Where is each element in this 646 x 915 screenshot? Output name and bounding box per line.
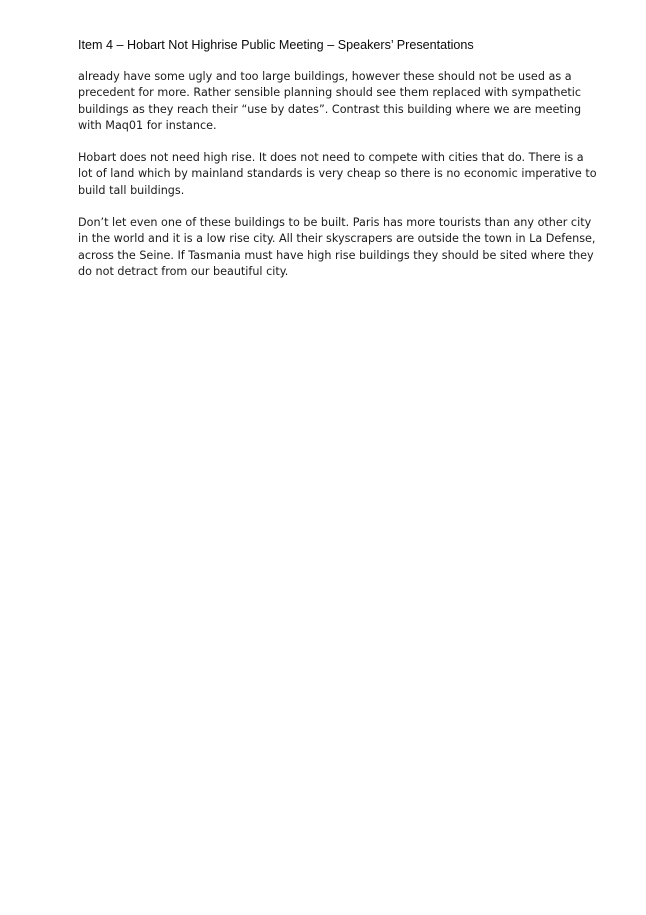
text-line: Hobart does not need high rise. It does not need to compete with cities that do. There is a <box>78 151 584 165</box>
text-line: already have some ugly and too large buildings, however these should not be used as a <box>78 70 572 83</box>
text-line: in the world and it is a low rise city. All their skyscrapers are outside the town in La Defense, <box>78 232 596 246</box>
text-line: Don’t let even one of these buildings to be built. Paris has more tourists than any other city <box>78 216 592 230</box>
paragraph <box>78 69 582 134</box>
text-line: precedent for more. Rather sensible planning should see them replaced with sympathetic <box>78 86 581 100</box>
text-line: build tall buildings. <box>78 183 185 197</box>
text-line: buildings as they reach their “use by dates”. Contrast this building where we are meeting <box>78 102 582 116</box>
text-line: across the Seine. If Tasmania must have high rise buildings they should be sited where they <box>78 248 594 262</box>
page-header: Item 4 – Hobart Not Highrise Public Meeting – Speakers’ Presentations <box>78 38 474 52</box>
text-line: do not detract from our beautiful city. <box>78 264 289 278</box>
document-body <box>78 69 597 296</box>
text-line: with Maq01 for instance. <box>78 118 217 132</box>
paragraph <box>78 150 597 199</box>
paragraph <box>78 215 596 280</box>
text-line: lot of land which by mainland standards is very cheap so there is no economic imperative to <box>78 167 597 181</box>
